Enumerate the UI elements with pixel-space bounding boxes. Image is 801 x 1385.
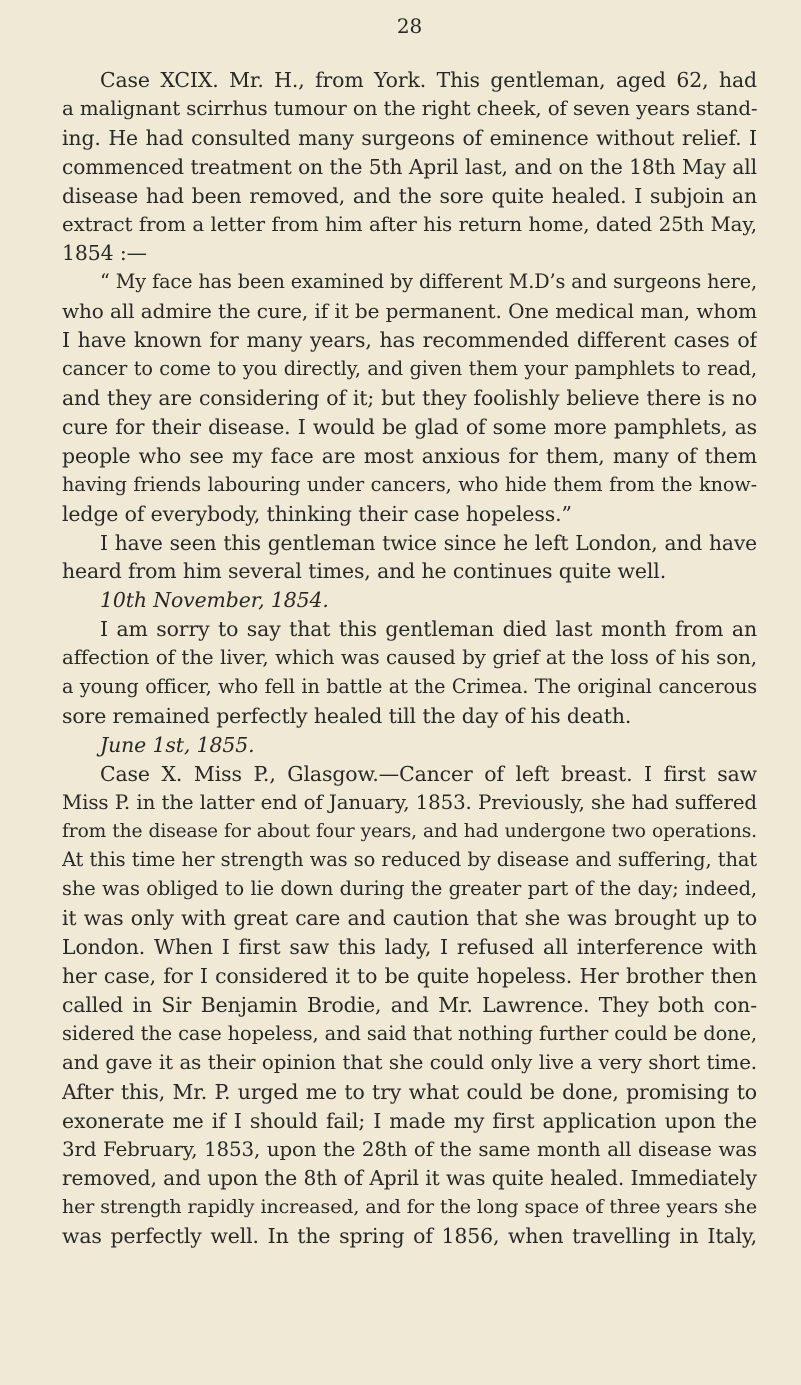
text-line: I have seen this gentleman twice since he left London, and have (100, 530, 757, 555)
text-line: was perfectly well. In the spring of 1856, when travelling in Italy, (62, 1224, 757, 1249)
text-line: Case X. Miss P., Glasgow.—Cancer of left breast. I first saw (100, 761, 757, 786)
text-line: 3rd February, 1853, upon the 28th of the same month all disease was (62, 1137, 757, 1161)
dateline: 10th November, 1854. (100, 588, 329, 613)
text-line: heard from him several times, and he continues quite well. (62, 559, 667, 584)
text-line: ledge of everybody, thinking their case hopeless.” (62, 501, 572, 526)
text-line: “ My face has been examined by different M.D’s and surgeons here, (100, 270, 757, 294)
text-line: Miss P. in the latter end of January, 1853. Previously, she had suffered (62, 790, 757, 814)
text-line: a young officer, who fell in battle at the Crimea. The original cancerous (62, 675, 757, 699)
text-line: At this time her strength was so reduced by disease and suffering, that (62, 848, 757, 872)
text-line: London. When I first saw this lady, I refused all interference with (62, 935, 757, 960)
text-line: people who see my face are most anxious for them, many of them (62, 443, 757, 468)
dateline: June 1st, 1855. (100, 732, 255, 757)
followup-2-paragraph (62, 615, 757, 760)
text-line: her strength rapidly increased, and for the long space of three years she (62, 1196, 757, 1219)
text-line: commenced treatment on the 5th April last, and on the 18th May all (62, 154, 757, 179)
text-line: ing. He had consulted many surgeons of eminence without relief. I (62, 125, 757, 150)
page-number: 28 (396, 14, 423, 38)
text-line: her case, for I considered it to be quite hopeless. Her brother then (62, 964, 757, 989)
text-line: Case XCIX. Mr. H., from York. This gentleman, aged 62, had (100, 68, 757, 92)
case-99-paragraph (62, 66, 757, 268)
text-line: extract from a letter from him after his return home, dated 25th May, (62, 212, 757, 236)
text-line: having friends labouring under cancers, who hide them from the know- (62, 472, 757, 496)
followup-1-paragraph (62, 529, 757, 616)
text-line: it was only with great care and caution that she was brought up to (62, 906, 757, 931)
text-line: from the disease for about four years, and had undergone two operations. (62, 820, 757, 842)
text-line: exonerate me if I should fail; I made my first application upon the (62, 1108, 757, 1133)
text-line: a malignant scirrhus tumour on the right cheek, of seven years stand- (62, 96, 757, 120)
text-line: and gave it as their opinion that she could only live a very short time. (62, 1050, 757, 1074)
text-line: I have known for many years, has recommended different cases of (62, 328, 757, 353)
text-line: disease had been removed, and the sore quite healed. I subjoin an (62, 183, 757, 208)
text-line: she was obliged to lie down during the greater part of the day; indeed, (62, 877, 757, 901)
letter-quote-paragraph (62, 268, 757, 528)
text-line: and they are considering of it; but they foolishly believe there is no (62, 385, 757, 410)
case-10-paragraph (62, 760, 757, 1251)
text-line: affection of the liver, which was caused by grief at the loss of his son, (62, 646, 757, 670)
text-line: removed, and upon the 8th of April it was quite healed. Immediately (62, 1166, 757, 1191)
text-line: I am sorry to say that this gentleman died last month from an (100, 617, 757, 642)
text-line: who all admire the cure, if it be permanent. One medical man, whom (62, 299, 757, 324)
text-line: sore remained perfectly healed till the day of his death. (62, 703, 632, 728)
text-line: sidered the case hopeless, and said that nothing further could be done, (62, 1021, 757, 1045)
text-line: called in Sir Benjamin Brodie, and Mr. Lawrence. They both con- (62, 993, 757, 1017)
text-line: cure for their disease. I would be glad of some more pamphlets, as (62, 414, 757, 439)
text-line: 1854 :— (62, 241, 147, 266)
text-line: After this, Mr. P. urged me to try what could be done, promising to (62, 1079, 757, 1104)
text-line: cancer to come to you directly, and given them your pamphlets to read, (62, 357, 757, 381)
